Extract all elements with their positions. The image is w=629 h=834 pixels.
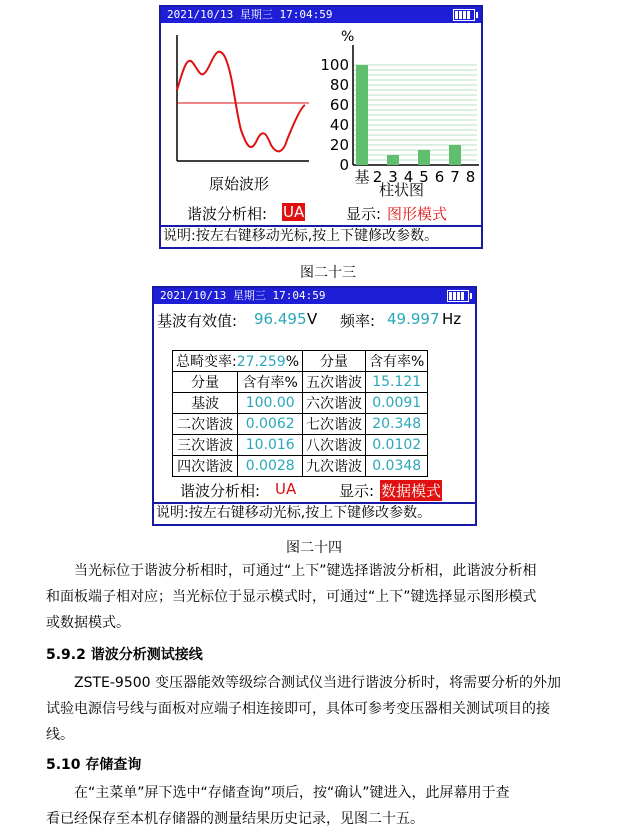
fund-unit: V [307, 310, 318, 328]
x-tick-label: 7 [450, 168, 460, 186]
para2-line2: 试验电源信号线与面板对应端子相连接即可，具体可参考变压器相关测试项目的接 [46, 701, 550, 717]
freq-label: 频率: [340, 312, 376, 330]
caption-figure-23: 图二十三 [300, 265, 356, 281]
phase-value[interactable]: UA [275, 480, 297, 498]
freq-unit: Hz [442, 310, 462, 328]
head-ratio: 含有率% [366, 351, 428, 372]
y-tick-label: 40 [329, 116, 349, 134]
row-right-label: 五次谐波 [303, 372, 366, 393]
para1-line2: 和面板端子相对应；当光标位于显示模式时，可通过“上下”键选择显示图形模式 [46, 589, 537, 605]
status-time: 2021/10/13 星期三 17:04:59 [160, 289, 326, 302]
waveform-screen [159, 5, 483, 249]
battery-icon [453, 9, 475, 21]
para3-line2: 看已经保存至本机存储器的测量结果历史记录，见图二十五。 [46, 811, 424, 827]
row-left-label: 分量 [173, 372, 238, 393]
row-right-label: 六次谐波 [303, 393, 366, 414]
chart-unit: % [341, 29, 355, 45]
phase-label: 谐波分析相: [180, 482, 261, 500]
phase-label: 谐波分析相: [187, 205, 268, 223]
caption-figure-24: 图二十四 [286, 540, 342, 556]
freq-value: 49.997 [387, 310, 440, 328]
harmonic-bar-chart [319, 45, 481, 195]
row-left-value: 0.0062 [238, 414, 303, 435]
x-tick-label: 基 [354, 168, 370, 186]
bar-5 [418, 150, 430, 165]
status-bar [161, 7, 481, 23]
y-tick-label: 0 [339, 156, 349, 174]
y-tick-label: 20 [329, 136, 349, 154]
table-row [173, 435, 428, 456]
y-tick-label: 80 [329, 76, 349, 94]
x-tick-label: 6 [434, 168, 445, 186]
row-left-label: 二次谐波 [173, 414, 238, 435]
waveform-trace [177, 52, 305, 152]
row-right-value: 0.0091 [366, 393, 428, 414]
battery-icon [447, 290, 469, 302]
y-tick-label: 60 [329, 96, 349, 114]
display-mode[interactable]: 图形模式 [387, 205, 448, 223]
row-right-label: 九次谐波 [303, 456, 366, 477]
para2-line3: 线。 [46, 727, 74, 743]
table-row [173, 393, 428, 414]
waveform-plot [171, 35, 311, 165]
wave-label: 原始波形 [209, 175, 270, 193]
fund-value: 96.495 [254, 310, 307, 328]
bar-3 [387, 155, 399, 165]
row-right-value: 20.348 [366, 414, 428, 435]
para1-line3: 或数据模式。 [46, 615, 130, 631]
display-mode[interactable]: 数据模式 [381, 482, 442, 500]
para1-line1: 当光标位于谐波分析相时，可通过“上下”键选择谐波分析相，此谐波分析相 [74, 563, 537, 579]
bar-7 [449, 145, 461, 165]
x-tick-label: 4 [403, 168, 414, 186]
x-tick-label: 3 [388, 168, 398, 186]
display-label: 显示: [346, 205, 382, 223]
row-right-value: 0.0102 [366, 435, 428, 456]
head-comp: 分量 [303, 351, 366, 372]
row-right-value: 15.121 [366, 372, 428, 393]
para3-line1: 在“主菜单”屏下选中“存储查询”项后，按“确认”键进入，此屏幕用于查 [74, 785, 510, 801]
row-left-label: 四次谐波 [173, 456, 238, 477]
chart-xlabel: 柱状图 [379, 181, 425, 199]
table-row [173, 456, 428, 477]
para2-line1: ZSTE-9500 变压器能效等级综合测试仪当进行谐波分析时，将需要分析的外加 [74, 675, 562, 691]
data-screen [152, 286, 477, 526]
row-left-value: 0.0028 [238, 456, 303, 477]
row-left-value: 10.016 [238, 435, 303, 456]
y-tick-label: 100 [320, 56, 349, 74]
row-right-label: 七次谐波 [303, 414, 366, 435]
heading-5-9-2: 5.9.2 谐波分析测试接线 [46, 647, 203, 663]
phase-value[interactable]: UA [283, 203, 305, 221]
row-left-value: 100.00 [238, 393, 303, 414]
row-right-label: 八次谐波 [303, 435, 366, 456]
thd-label: 总畸变率: [176, 354, 237, 370]
display-label: 显示: [339, 482, 375, 500]
x-tick-label: 2 [372, 168, 383, 186]
x-tick-label: 8 [465, 168, 476, 186]
harmonic-table [172, 350, 428, 477]
table-row [173, 372, 428, 393]
row-left-label: 基波 [173, 393, 238, 414]
hint-text: 说明:按左右键移动光标,按上下键修改参数。 [154, 502, 475, 524]
hint-text: 说明:按左右键移动光标,按上下键修改参数。 [161, 225, 481, 247]
heading-5-10: 5.10 存储查询 [46, 757, 142, 773]
x-tick-label: 5 [419, 168, 429, 186]
thd-unit: % [285, 354, 300, 370]
table-row [173, 351, 428, 372]
table-row [173, 414, 428, 435]
row-right-value: 0.0348 [366, 456, 428, 477]
thd-cell [173, 351, 303, 372]
fund-label: 基波有效值: [157, 312, 238, 330]
row-left-value: 含有率% [238, 372, 303, 393]
thd-value: 27.259 [236, 354, 286, 370]
row-left-label: 三次谐波 [173, 435, 238, 456]
bar-基 [356, 65, 368, 165]
status-time: 2021/10/13 星期三 17:04:59 [167, 8, 333, 21]
status-bar [154, 288, 475, 304]
